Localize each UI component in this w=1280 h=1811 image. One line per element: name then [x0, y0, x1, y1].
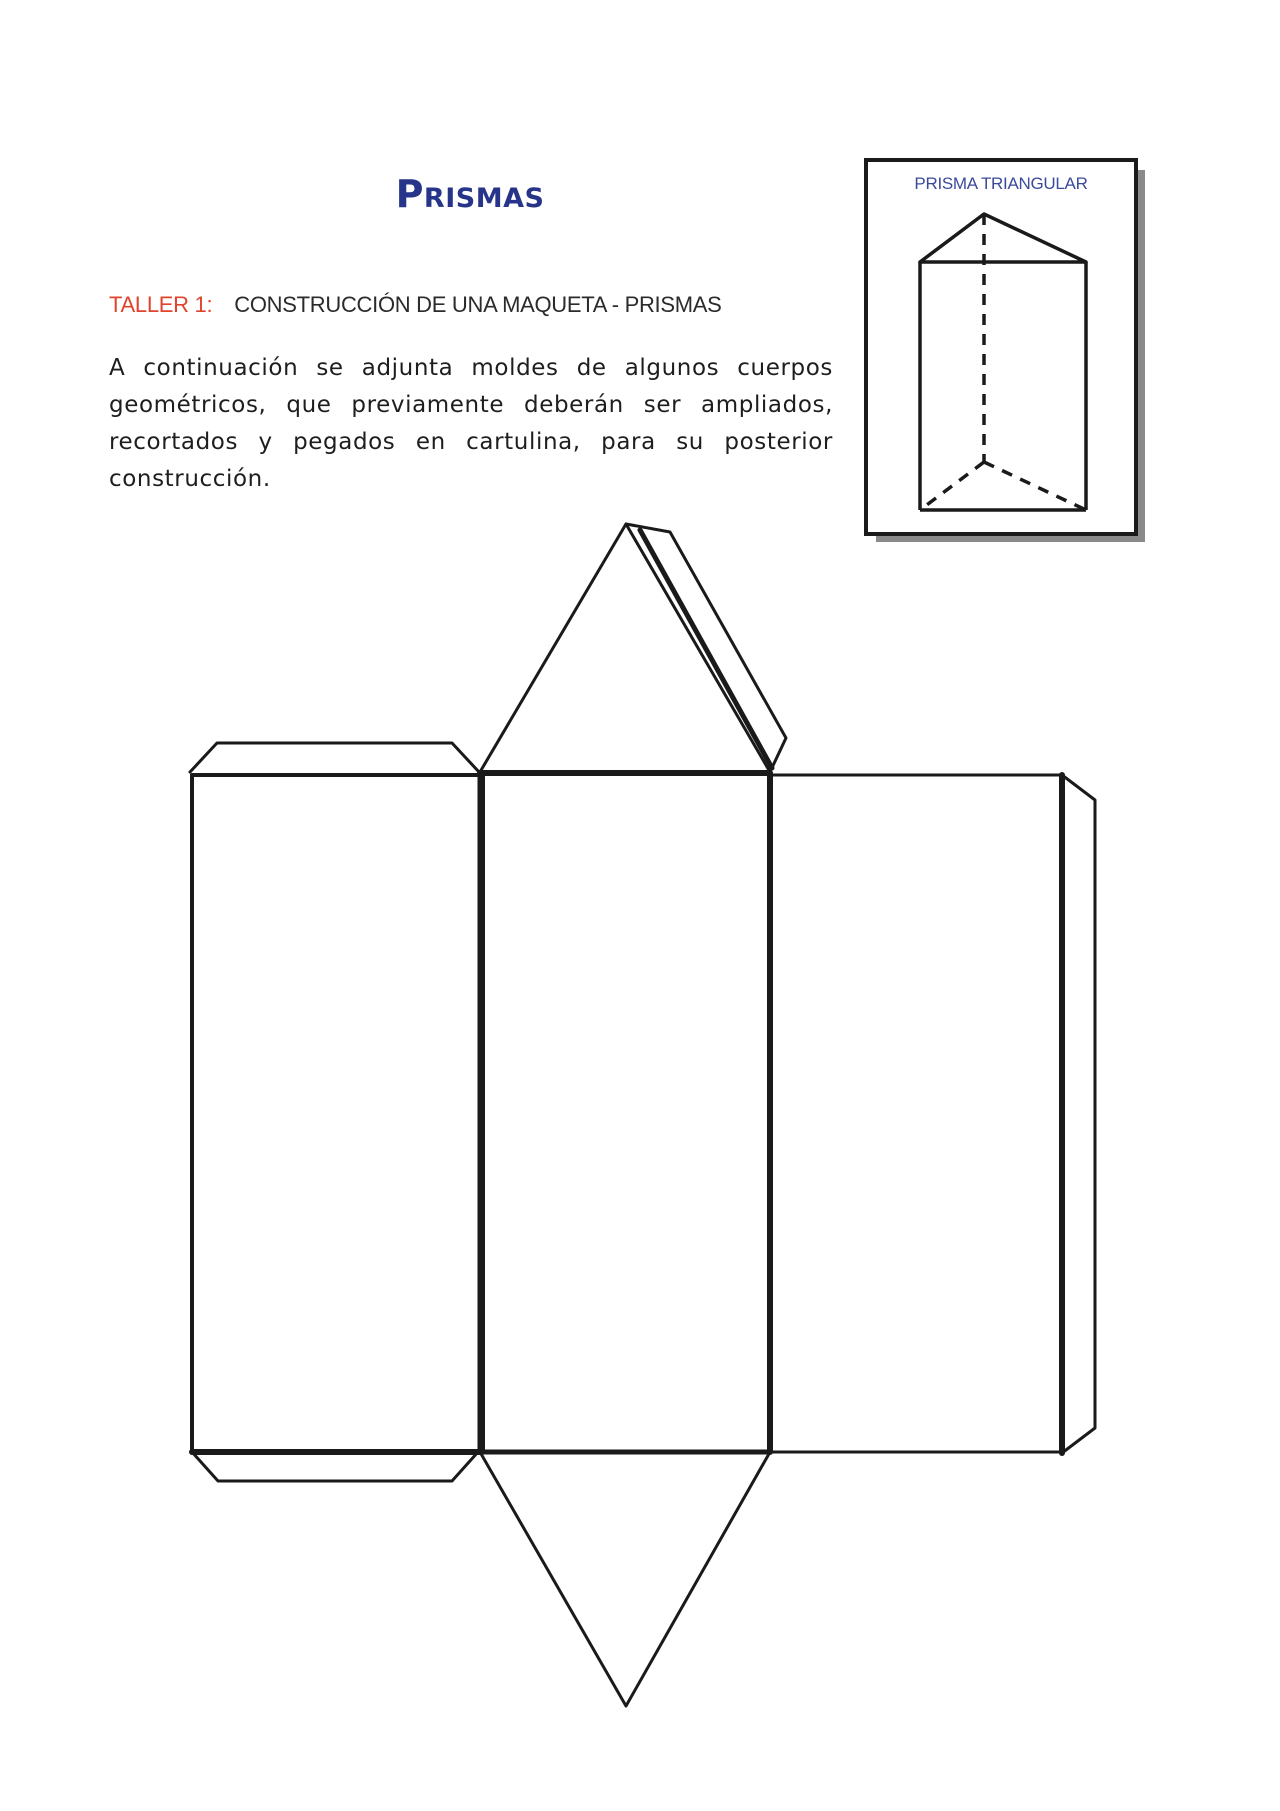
rect-face-left [192, 775, 480, 1452]
page-title: Prismas [395, 172, 545, 216]
triangle-face-top [480, 524, 770, 772]
glue-flap-bottom-left [192, 1452, 478, 1481]
illustration-label: PRISMA TRIANGULAR [914, 174, 1088, 193]
glue-flap-right [1062, 775, 1095, 1453]
workshop-label: TALLER 1: [109, 292, 213, 317]
workshop-title: CONSTRUCCIÓN DE UNA MAQUETA - PRISMAS [234, 292, 722, 317]
rect-face-middle [480, 773, 770, 1452]
rect-face-right [770, 775, 1062, 1452]
intro-paragraph: A continuación se adjunta moldes de algunos cuerpos geométricos, que previamente deberán ser ampliados, recortados y pegados en cartulina, para su posterior construcción. [109, 355, 833, 492]
triangle-face-bottom [480, 1452, 770, 1706]
glue-flap-top-left [190, 743, 479, 772]
fold-line-triangle-flap [640, 530, 772, 768]
